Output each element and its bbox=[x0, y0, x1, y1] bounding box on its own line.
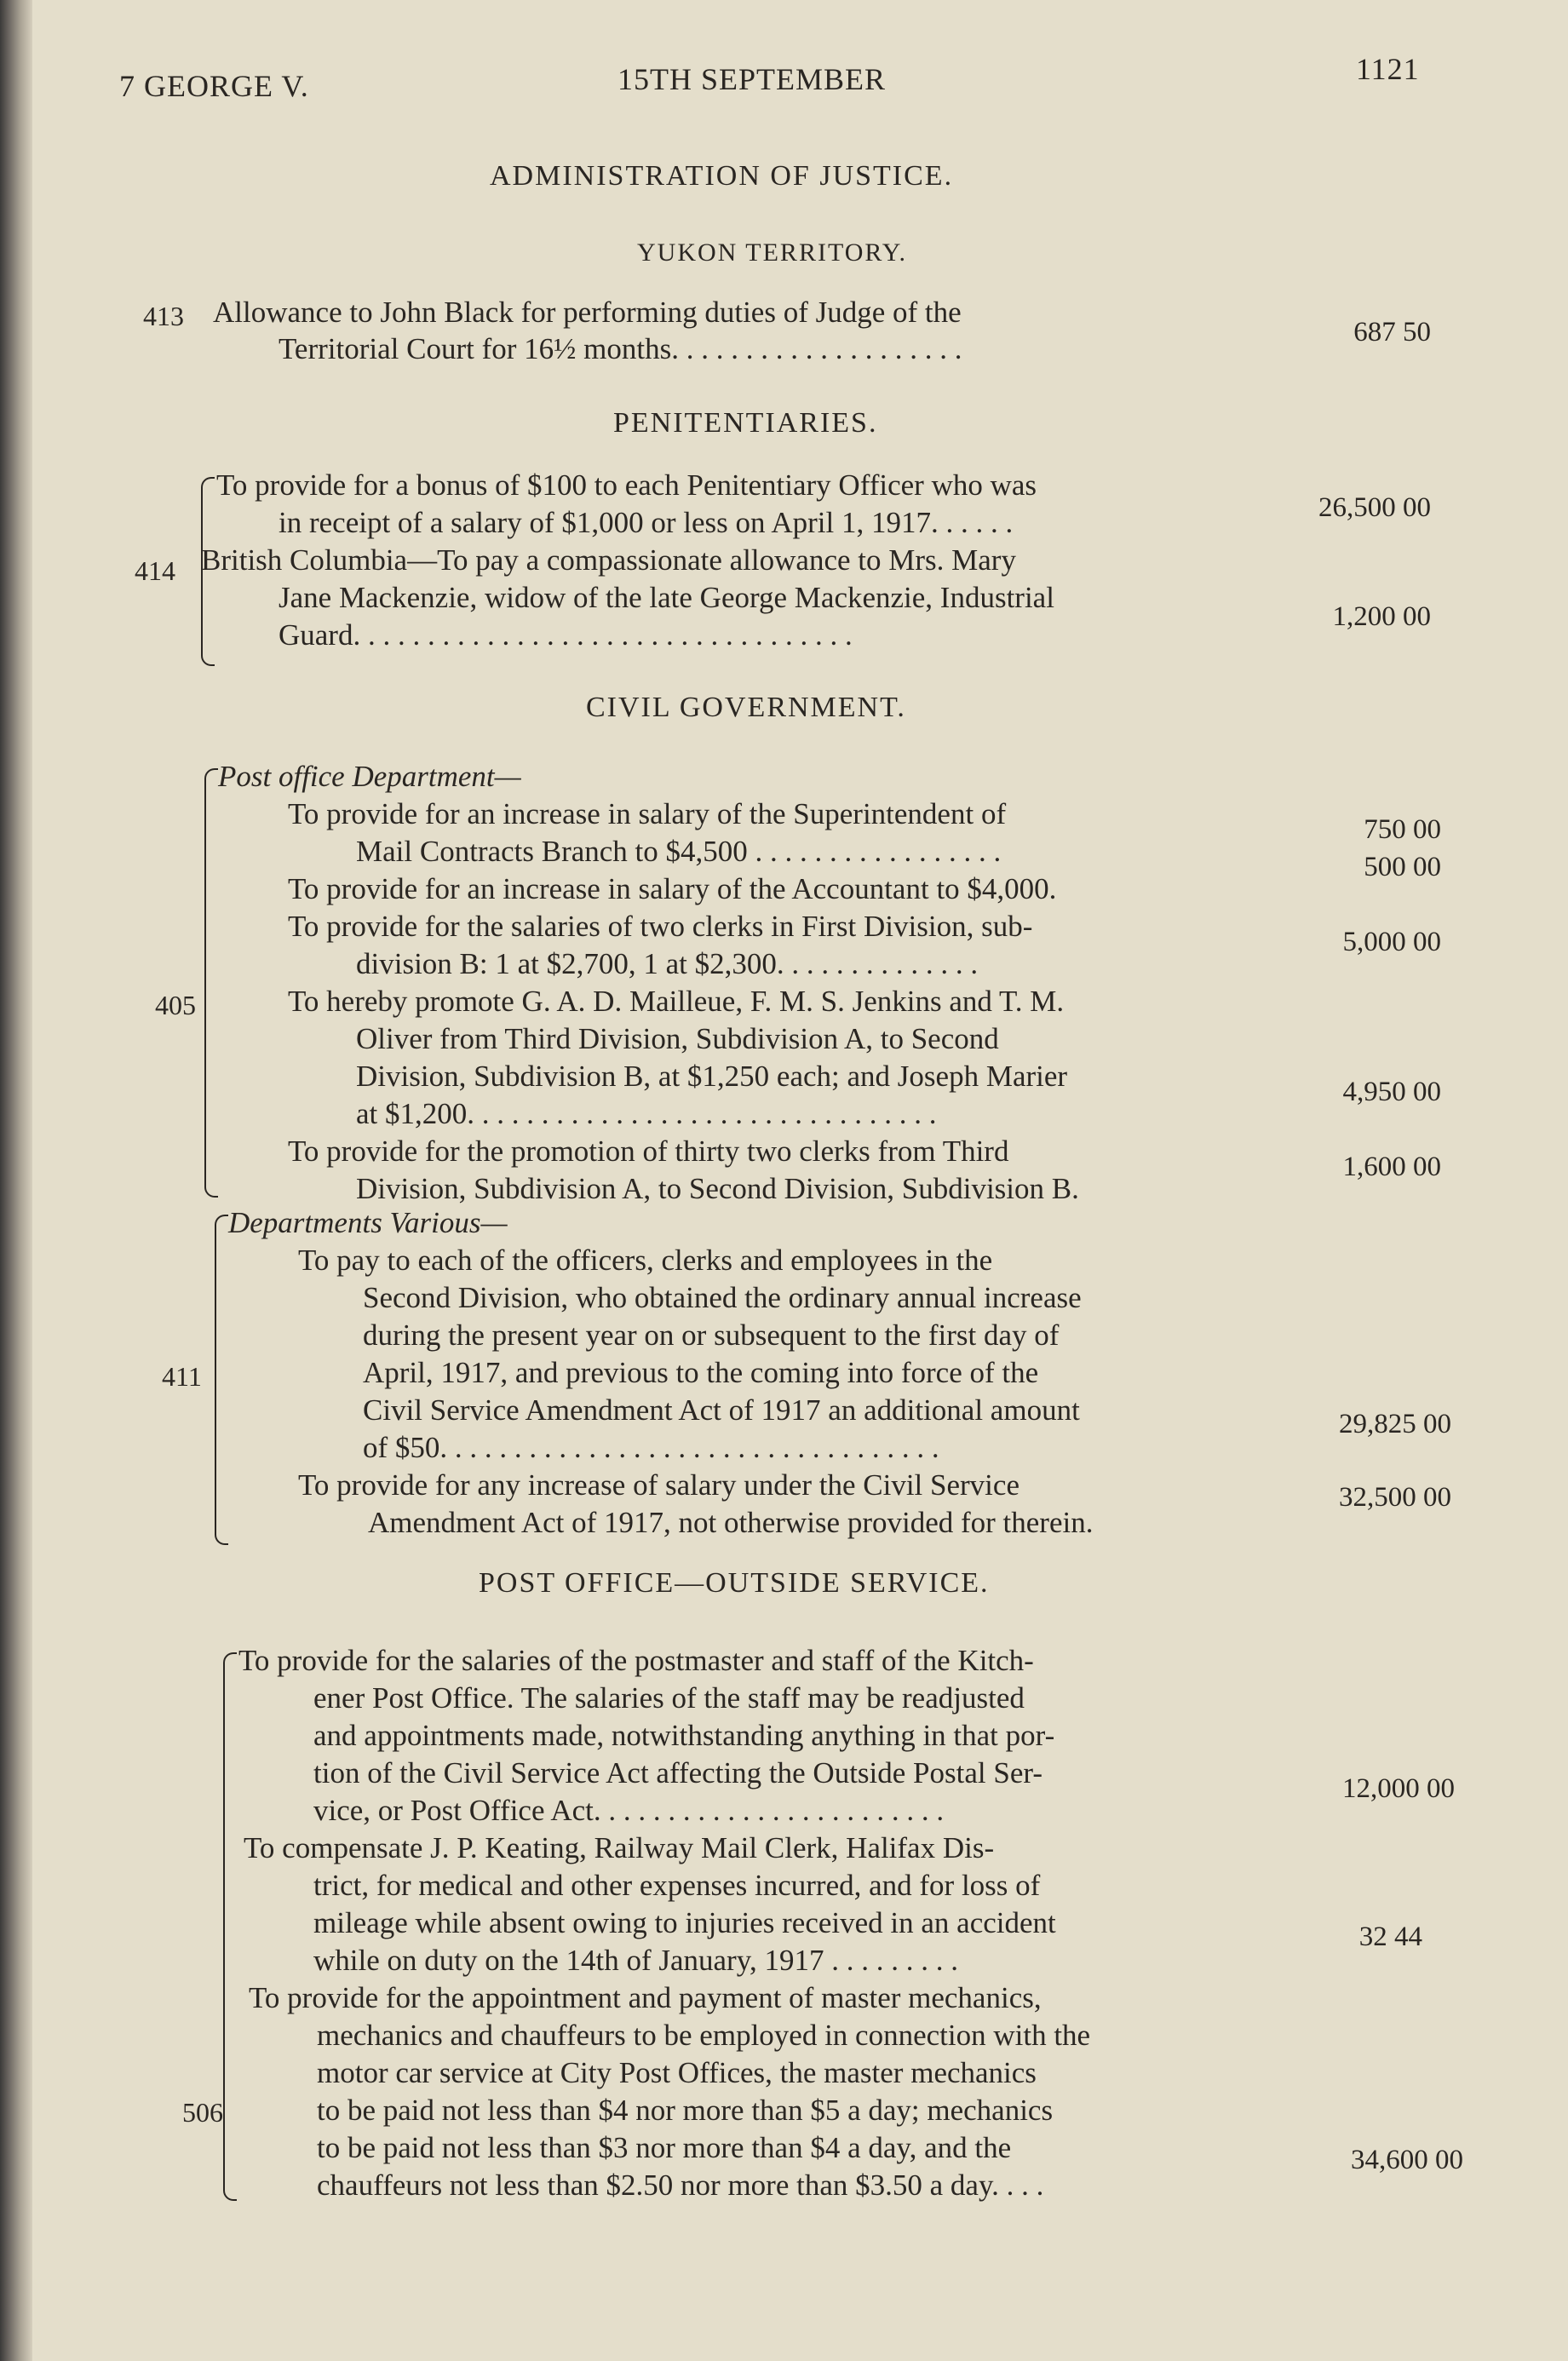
entry-line: To hereby promote G. A. D. Mailleue, F. M. S. Jenkins and T. M. bbox=[288, 985, 1065, 1018]
header-reign: 7 GEORGE V. bbox=[119, 69, 309, 103]
entry-line: To provide for the salaries of the postmaster and staff of the Kitch- bbox=[238, 1644, 1034, 1677]
amount: 34,600 00 bbox=[1351, 2145, 1463, 2175]
vote-number-413: 413 bbox=[143, 301, 184, 331]
entry-line: To provide for the salaries of two clerks in First Division, sub- bbox=[288, 910, 1033, 943]
subsection-heading: Departments Various— bbox=[228, 1206, 508, 1239]
section-title-penitentiaries: PENITENTIARIES. bbox=[613, 407, 878, 439]
amount: 12,000 00 bbox=[1342, 1773, 1455, 1804]
brace bbox=[223, 1652, 237, 2201]
entry-line: to be paid not less than $4 nor more than $5 a day; mechanics bbox=[317, 2094, 1054, 2127]
entry-line: To provide for an increase in salary of the Accountant to $4,000. bbox=[288, 872, 1057, 905]
entry-line: Division, Subdivision B, at $1,250 each; and Joseph Marier bbox=[356, 1060, 1068, 1093]
entry-line: motor car service at City Post Offices, the master mechanics bbox=[317, 2056, 1037, 2089]
entry-line: while on duty on the 14th of January, 1917 . . . . . . . . . bbox=[313, 1944, 958, 1977]
entry-line: To provide for an increase in salary of the Superintendent of bbox=[288, 797, 1007, 830]
entry-line: of $50. . . . . . . . . . . . . . . . . . . . . . . . . . . . . . . . . . bbox=[363, 1431, 939, 1464]
entry-line: Second Division, who obtained the ordinary annual increase bbox=[363, 1281, 1082, 1314]
vote-number-405: 405 bbox=[155, 990, 196, 1020]
entry-line: To provide for the promotion of thirty two clerks from Third bbox=[288, 1135, 1009, 1168]
entry-line: division B: 1 at $2,700, 1 at $2,300. . . . . . . . . . . . . . bbox=[356, 947, 979, 980]
amount: 32 44 bbox=[1358, 1922, 1422, 1952]
entry-line: trict, for medical and other expenses incurred, and for loss of bbox=[313, 1869, 1041, 1902]
entry-line: chauffeurs not less than $2.50 nor more than $3.50 a day. . . . bbox=[317, 2169, 1044, 2202]
vote-number-414: 414 bbox=[135, 555, 175, 586]
entry-line: To provide for a bonus of $100 to each Penitentiary Officer who was bbox=[216, 468, 1037, 502]
amount: 1,600 00 bbox=[1342, 1152, 1441, 1182]
amount: 1,200 00 bbox=[1332, 601, 1431, 632]
amount: 32,500 00 bbox=[1339, 1482, 1451, 1513]
entry-line: ener Post Office. The salaries of the staff may be readjusted bbox=[313, 1681, 1025, 1715]
entry-line: and appointments made, notwithstanding anything in that por- bbox=[313, 1719, 1055, 1752]
vote-number-411: 411 bbox=[162, 1361, 202, 1392]
entry-line: Mail Contracts Branch to $4,500 . . . . . . . . . . . . . . . . . bbox=[356, 835, 1002, 868]
entry-line: Allowance to John Black for performing duties of Judge of the bbox=[213, 296, 962, 329]
subsection-heading: Post office Department— bbox=[218, 760, 521, 793]
amount: 750 00 bbox=[1364, 814, 1441, 845]
amount: 29,825 00 bbox=[1339, 1409, 1451, 1439]
amount: 4,950 00 bbox=[1342, 1077, 1441, 1107]
entry-line: during the present year on or subsequent to the first day of bbox=[363, 1318, 1060, 1352]
entry-line: mechanics and chauffeurs to be employed in connection with the bbox=[317, 2019, 1091, 2052]
entry-line: Civil Service Amendment Act of 1917 an additional amount bbox=[363, 1393, 1080, 1427]
entry-line: Oliver from Third Division, Subdivision A, to Second bbox=[356, 1022, 999, 1055]
entry-line: To provide for the appointment and payment of master mechanics, bbox=[249, 1981, 1042, 2014]
entry-line: Guard. . . . . . . . . . . . . . . . . . . . . . . . . . . . . . . . . . bbox=[279, 618, 853, 652]
entry-line: Territorial Court for 16½ months. . . . . . . . . . . . . . . . . . . . bbox=[279, 332, 962, 365]
amount: 5,000 00 bbox=[1342, 927, 1441, 957]
entry-line: To pay to each of the officers, clerks and employees in the bbox=[298, 1244, 993, 1277]
amount: 500 00 bbox=[1364, 852, 1441, 882]
entry-line: vice, or Post Office Act. . . . . . . . . . . . . . . . . . . . . . . . bbox=[313, 1794, 945, 1827]
brace bbox=[204, 768, 218, 1198]
section-title-civil-government: CIVIL GOVERNMENT. bbox=[586, 692, 906, 723]
entry-line: mileage while absent owing to injuries received in an accident bbox=[313, 1906, 1056, 1939]
page-number: 1121 bbox=[1356, 52, 1420, 86]
vote-number-506: 506 bbox=[182, 2097, 223, 2128]
entry-line: To compensate J. P. Keating, Railway Mail Clerk, Halifax Dis- bbox=[244, 1831, 995, 1864]
entry-line: British Columbia—To pay a compassionate allowance to Mrs. Mary bbox=[201, 543, 1016, 577]
header-date: 15TH SEPTEMBER bbox=[617, 62, 887, 96]
section-title-justice: ADMINISTRATION OF JUSTICE. bbox=[490, 160, 954, 192]
entry-line: to be paid not less than $3 nor more than $4 a day, and the bbox=[317, 2131, 1012, 2164]
entry-line: Division, Subdivision A, to Second Division, Subdivision B. bbox=[356, 1172, 1079, 1205]
brace bbox=[215, 1215, 228, 1545]
entry-line: Jane Mackenzie, widow of the late George Mackenzie, Industrial bbox=[279, 581, 1054, 614]
entry-line: in receipt of a salary of $1,000 or less on April 1, 1917. . . . . . bbox=[279, 506, 1014, 539]
section-title-post-office-outside: POST OFFICE—OUTSIDE SERVICE. bbox=[479, 1567, 990, 1599]
entry-line: at $1,200. . . . . . . . . . . . . . . . . . . . . . . . . . . . . . . . bbox=[356, 1097, 937, 1130]
subtitle-yukon: YUKON TERRITORY. bbox=[637, 238, 908, 267]
entry-line: Amendment Act of 1917, not otherwise provided for therein. bbox=[368, 1506, 1094, 1539]
entry-line: tion of the Civil Service Act affecting the Outside Postal Ser- bbox=[313, 1756, 1042, 1789]
entry-line: To provide for any increase of salary under the Civil Service bbox=[298, 1468, 1019, 1502]
amount: 687 50 bbox=[1353, 317, 1431, 348]
amount: 26,500 00 bbox=[1318, 492, 1431, 523]
entry-line: April, 1917, and previous to the coming into force of the bbox=[363, 1356, 1039, 1389]
